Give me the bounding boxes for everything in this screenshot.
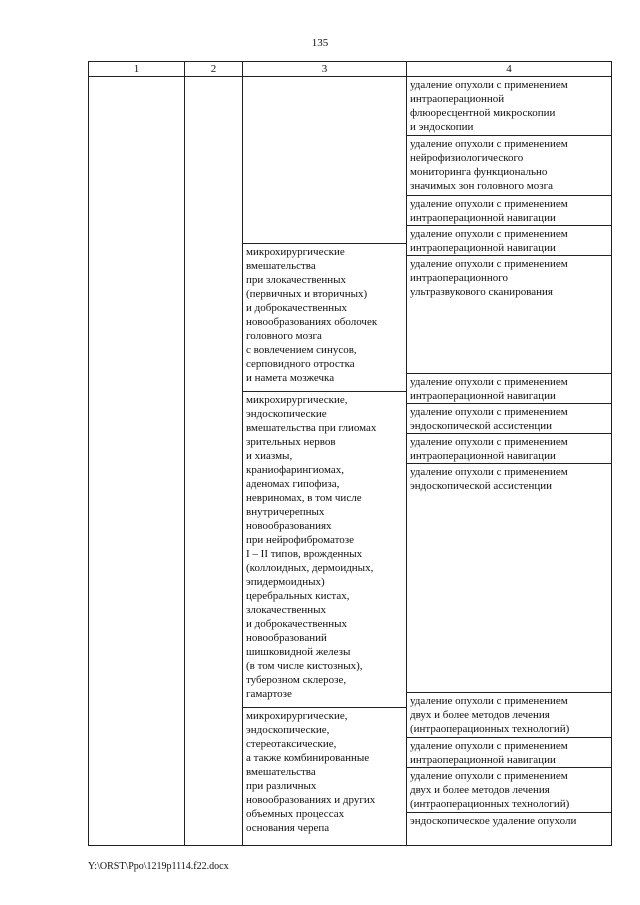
method-item: удаление опухоли с применением эндоскопической ассистенции bbox=[407, 404, 611, 434]
method-item: удаление опухоли с применением двух и более методов лечения (интраоперационных технологий) bbox=[407, 693, 611, 738]
table-header-row bbox=[89, 62, 612, 77]
page-number: 135 bbox=[311, 37, 329, 49]
header-col-3: 3 bbox=[243, 62, 407, 77]
method-item: удаление опухоли с применением интраоперационной навигации bbox=[407, 374, 611, 404]
intervention-text: микрохирургические, эндоскопические, стереотаксические, а также комбинированные вмешательства при различных новообразованиях и других объемных процессах основания черепа bbox=[246, 710, 376, 834]
cell-col-4 bbox=[407, 77, 612, 846]
header-col-2: 2 bbox=[185, 62, 243, 77]
method-item: удаление опухоли с применением интраоперационного ультразвукового сканирования bbox=[407, 256, 611, 374]
intervention-text: микрохирургические вмешательства при злокачественных (первичных и вторичных) и доброкачественных новообразованиях оболочек головного мозга с вовлечением синусов, серповидного отростка и намета мозжечка bbox=[243, 244, 406, 392]
table-body-row bbox=[89, 77, 612, 846]
method-item: удаление опухоли с применением нейрофизиологического мониторинга функционально значимых зон головного мозга bbox=[407, 136, 611, 196]
method-item: удаление опухоли с применением интраоперационной навигации bbox=[407, 226, 611, 256]
method-item: удаление опухоли с применением интраоперационной навигации bbox=[407, 738, 611, 768]
cell-col-2 bbox=[185, 77, 243, 846]
cell-col-3 bbox=[243, 77, 407, 846]
continuation-intervention bbox=[243, 77, 406, 244]
method-item: удаление опухоли с применением интраоперационной навигации bbox=[407, 196, 611, 226]
method-item: удаление опухоли с применением интраоперационной флюоресцентной микроскопии и эндоскопии bbox=[407, 77, 611, 136]
header-col-4: 4 bbox=[407, 62, 612, 77]
method-item: удаление опухоли с применением эндоскопической ассистенции bbox=[407, 464, 611, 693]
method-item: удаление опухоли с применением двух и более методов лечения (интраоперационных технологий) bbox=[407, 768, 611, 813]
method-item: удаление опухоли с применением интраоперационной навигации bbox=[407, 434, 611, 464]
intervention-text: микрохирургические, эндоскопические вмешательства при глиомах зрительных нервов и хиазмы, краниофарингиомах, аденомах гипофиза, невриномах, в том числе внутричерепных новообразованиях при нейрофиброматозе I – II типов, врожденных (коллоидных, дермоидных, эпидермоидных) церебральных кистах, злокачественных и доброкачественных новообразований шишковидной железы (в том числе кистозных), туберозном склерозе, гамартозе bbox=[243, 392, 406, 708]
header-col-1: 1 bbox=[89, 62, 185, 77]
procedures-table bbox=[88, 61, 612, 846]
method-item: эндоскопическое удаление опухоли bbox=[410, 815, 577, 827]
cell-col-1 bbox=[89, 77, 185, 846]
file-path-footer: Y:\ORST\Ppo\1219p1114.f22.docx bbox=[88, 861, 229, 872]
